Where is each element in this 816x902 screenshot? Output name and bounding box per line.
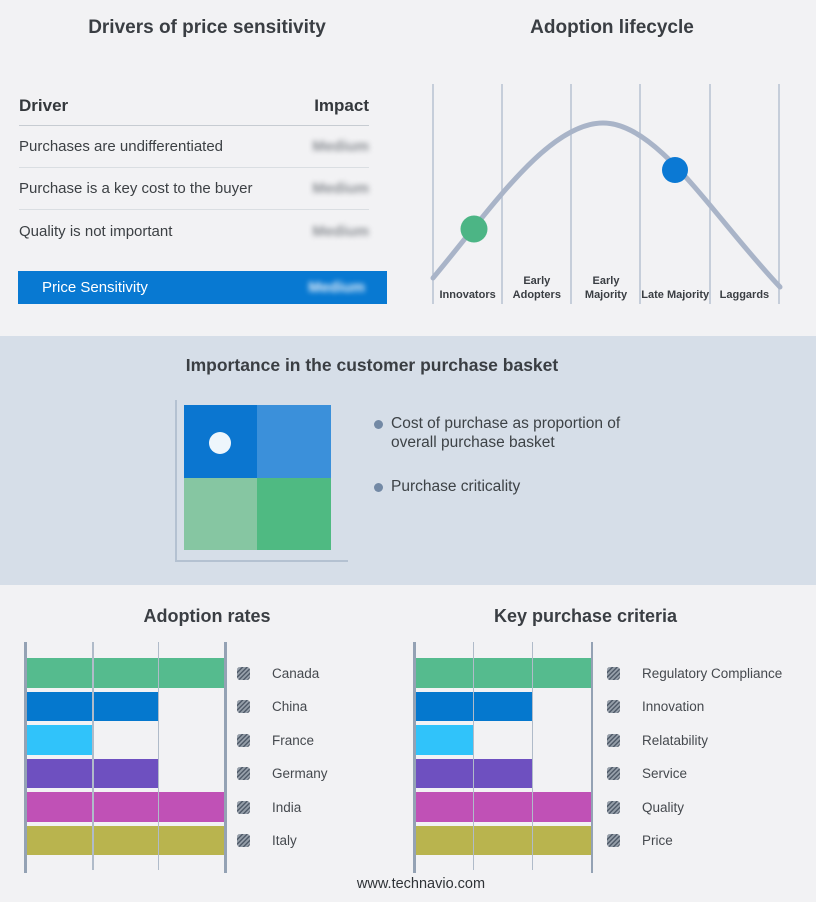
y-axis-line: [413, 642, 416, 873]
legend-item: [607, 767, 687, 781]
gridline: [473, 642, 475, 870]
position-marker-dot: [209, 432, 231, 454]
driver-cell: Quality is not important: [19, 222, 173, 240]
quadrant-bottom-right: [257, 478, 331, 550]
hatched-swatch-icon: [237, 700, 250, 713]
quadrant-x-axis: [175, 560, 348, 562]
hatched-swatch-icon: [607, 834, 620, 847]
hatched-swatch-icon: [607, 700, 620, 713]
stage-label: Early Adopters: [512, 274, 561, 301]
bullet-dot-icon: [374, 420, 383, 429]
hatched-swatch-icon: [237, 767, 250, 780]
legend-label: Germany: [272, 766, 328, 781]
gridline: [532, 642, 534, 870]
gridline: [158, 642, 160, 870]
bar-canada: [26, 658, 226, 688]
basket-title: Importance in the customer purchase basket: [185, 355, 559, 375]
impact-cell-blurred: Medium: [312, 180, 369, 197]
price-sensitivity-highlight-row: [18, 271, 387, 304]
adoption-rates-chart: [0, 642, 408, 874]
hatched-swatch-icon: [607, 667, 620, 680]
legend-item: [607, 666, 782, 680]
legend-label: Service: [642, 766, 688, 781]
legend-item: [237, 700, 307, 714]
bullet-dot-icon: [374, 483, 383, 492]
lifecycle-stage-labels: [433, 268, 779, 302]
key-purchase-criteria-chart: [388, 642, 816, 874]
bar-quality: [414, 792, 591, 822]
legend-item: [237, 767, 328, 781]
hatched-swatch-icon: [237, 834, 250, 847]
legend-label: Price: [642, 833, 673, 848]
bar-france: [26, 725, 93, 755]
quadrant-matrix: [184, 405, 331, 550]
legend-item: [607, 733, 708, 747]
legend-item: [607, 800, 684, 814]
legend-label: Canada: [272, 665, 320, 681]
lifecycle-title: Adoption lifecycle: [530, 17, 694, 38]
hatched-swatch-icon: [607, 734, 620, 747]
impact-cell-blurred: Medium: [312, 222, 369, 240]
bullet-text: Purchase criticality: [391, 478, 521, 495]
innovators-stage-dot: [461, 216, 488, 243]
stage-label: Late Majority: [641, 288, 710, 301]
legend-item: [607, 834, 673, 848]
legend-item: [237, 733, 314, 747]
column-impact: Impact: [314, 96, 369, 115]
hatched-swatch-icon: [607, 767, 620, 780]
drivers-title: Drivers of price sensitivity: [88, 17, 326, 38]
hatched-swatch-icon: [237, 734, 250, 747]
gridline: [92, 642, 94, 870]
hatched-swatch-icon: [237, 801, 250, 814]
stage-label: Laggards: [719, 288, 770, 301]
legend-item: [237, 800, 301, 814]
quadrant-bottom-left: [184, 478, 257, 550]
legend-label: Relatability: [642, 732, 709, 748]
highlight-impact-blurred: Medium: [308, 279, 365, 296]
criteria-title: Key purchase criteria: [493, 606, 678, 626]
quadrant-top-right: [257, 405, 331, 478]
drivers-table: [19, 90, 369, 252]
stage-label: Innovators: [439, 288, 496, 301]
website-footer: www.technavio.com: [356, 876, 486, 892]
adoption-rates-title: Adoption rates: [143, 606, 271, 626]
driver-cell: Purchase is a key cost to the buyer: [19, 180, 253, 197]
legend-item: [607, 700, 704, 714]
legend-label: Regulatory Compliance: [642, 665, 783, 681]
bar-india: [26, 792, 226, 822]
table-row: [19, 210, 369, 252]
gridline: [591, 642, 594, 873]
list-item: [374, 414, 642, 452]
table-row: [19, 168, 369, 210]
list-item: [374, 477, 642, 496]
drivers-table-header: [19, 90, 369, 126]
legend-label: China: [272, 699, 308, 714]
legend-label: India: [272, 799, 302, 815]
highlight-label: Price Sensitivity: [42, 279, 148, 296]
gridline: [224, 642, 227, 873]
column-driver: Driver: [19, 96, 69, 115]
table-row: [19, 126, 369, 168]
legend-label: France: [272, 732, 315, 748]
bullet-text: Cost of purchase as proportion of overall purchase basket: [391, 415, 621, 451]
bell-curve: [433, 123, 780, 287]
bar-regulatory-compliance: [414, 658, 591, 688]
hatched-swatch-icon: [237, 667, 250, 680]
quadrant-y-axis: [175, 400, 177, 562]
bar-italy: [26, 826, 226, 856]
bar-relatability: [414, 725, 473, 755]
late-majority-stage-dot: [662, 157, 688, 183]
hatched-swatch-icon: [607, 801, 620, 814]
bar-price: [414, 826, 591, 856]
legend-label: Innovation: [642, 699, 705, 714]
impact-cell-blurred: Medium: [312, 138, 369, 155]
y-axis-line: [24, 642, 27, 873]
legend-item: [237, 666, 319, 680]
driver-cell: Purchases are undifferentiated: [19, 138, 224, 155]
stage-label: Early Majority: [584, 274, 628, 301]
legend-label: Italy: [272, 833, 297, 848]
basket-bullet-list: [374, 414, 642, 521]
legend-label: Quality: [642, 799, 685, 815]
legend-item: [237, 834, 297, 848]
